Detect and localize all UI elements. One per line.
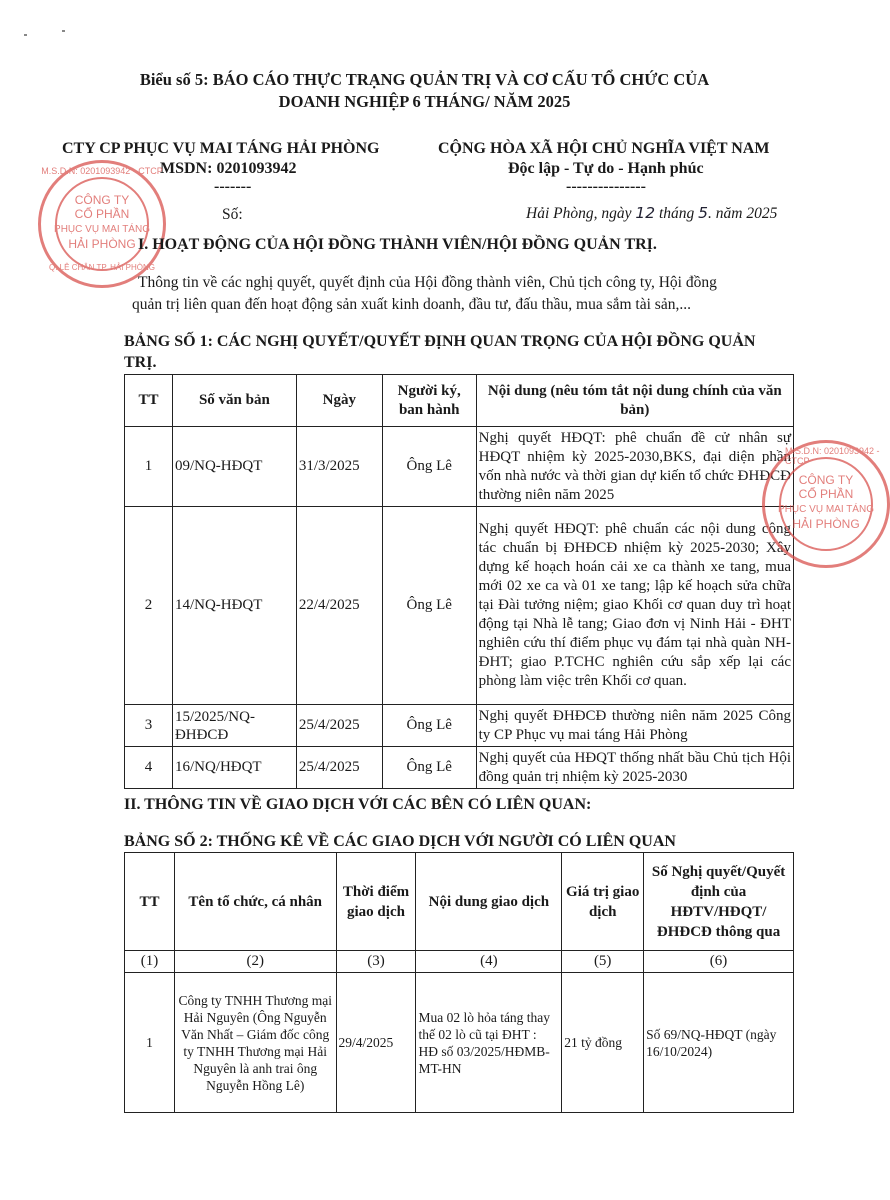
company-seal-partial <box>762 440 890 568</box>
cell-resolution: Số 69/NQ-HĐQT (ngày 16/10/2024) <box>644 973 794 1113</box>
col-number: (2) <box>174 951 336 973</box>
cell-content: Nghị quyết HĐQT: phê chuẩn đề cử nhân sự HĐQT nhiệm kỳ 2025-2030,BKS, đại diện phần vốn nhà nước và thời gian dự kiến tổ chức ĐHĐCĐ thường niên năm 2025 <box>476 427 793 507</box>
seal-ring-text: M.S.D.N: 0201093942 - CTCP <box>41 166 163 176</box>
table-header-row <box>125 375 794 427</box>
col-header-party: Tên tổ chức, cá nhân <box>174 853 336 951</box>
cell-party: Công ty TNHH Thương mại Hải Nguyên (Ông Nguyễn Văn Nhất – Giám đốc công ty TNHH Thương mại Hải Nguyên là anh trai ông Nguyễn Hồng Lê) <box>174 973 336 1113</box>
company-seal <box>38 160 166 288</box>
seal-line3: PHỤC VỤ MAI TÁNG <box>778 504 874 515</box>
cell-document-number: 15/2025/NQ-ĐHĐCĐ <box>172 705 296 747</box>
col-header-date: Ngày <box>296 375 382 427</box>
section1-paragraph-line2: quản trị liên quan đến hoạt động sản xuất kinh doanh, đầu tư, đấu thầu, mua sắm tài sản,... <box>132 296 691 313</box>
seal-line1: CÔNG TY <box>74 193 130 207</box>
national-motto: Độc lập - Tự do - Hạnh phúc <box>508 160 704 177</box>
seal-line1: CÔNG TY <box>798 473 854 487</box>
cell-document-number: 09/NQ-HĐQT <box>172 427 296 507</box>
col-header-content: Nội dung giao dịch <box>416 853 562 951</box>
col-header-tt: TT <box>125 853 175 951</box>
col-header-time: Thời điểm giao dịch <box>336 853 416 951</box>
table-row <box>125 507 794 705</box>
scan-mark <box>24 34 27 36</box>
section1-paragraph-line1: Thông tin về các nghị quyết, quyết định của Hội đồng thành viên, Chủ tịch công ty, Hội đồng <box>138 274 717 291</box>
scan-mark <box>62 30 65 32</box>
cell-content: Mua 02 lò hỏa táng thay thế 02 lò cũ tại ĐHT : HĐ số 03/2025/HĐMB-MT-HN <box>416 973 562 1113</box>
col-header-tt: TT <box>125 375 173 427</box>
seal-line2: CỔ PHẦN <box>74 207 130 221</box>
table-row <box>125 427 794 507</box>
date-day: 12 <box>635 204 656 222</box>
right-divider: --------------- <box>566 178 646 195</box>
cell-signer: Ông Lê <box>382 705 476 747</box>
cell-date: 22/4/2025 <box>296 507 382 705</box>
date-year: năm 2025 <box>715 205 778 222</box>
col-number: (5) <box>562 951 644 973</box>
issue-date: Hải Phòng, ngày 12 tháng 5. năm 2025 <box>526 204 778 222</box>
company-name: CTY CP PHỤC VỤ MAI TÁNG HẢI PHÒNG <box>62 140 380 157</box>
col-number: (4) <box>416 951 562 973</box>
table-row <box>125 747 794 789</box>
cell-tt: 4 <box>125 747 173 789</box>
col-header-content: Nội dung (nêu tóm tắt nội dung chính của văn bản) <box>476 375 793 427</box>
col-header-value: Giá trị giao dịch <box>562 853 644 951</box>
seal-line3: PHỤC VỤ MAI TÁNG <box>54 224 150 235</box>
seal-line4: HẢI PHÒNG <box>792 517 860 531</box>
cell-value: 21 tỷ đồng <box>562 973 644 1113</box>
col-header-document-number: Số văn bản <box>172 375 296 427</box>
cell-content: Nghị quyết ĐHĐCĐ thường niên năm 2025 Công ty CP Phục vụ mai táng Hải Phòng <box>476 705 793 747</box>
table1-caption-line1: BẢNG SỐ 1: CÁC NGHỊ QUYẾT/QUYẾT ĐỊNH QUAN TRỌNG CỦA HỘI ĐỒNG QUẢN <box>124 333 756 350</box>
col-number: (1) <box>125 951 175 973</box>
cell-content: Nghị quyết của HĐQT thống nhất bầu Chủ tịch Hội đồng quản trị nhiệm kỳ 2025-2030 <box>476 747 793 789</box>
section2-heading: II. THÔNG TIN VỀ GIAO DỊCH VỚI CÁC BÊN CÓ LIÊN QUAN: <box>124 796 592 813</box>
cell-tt: 3 <box>125 705 173 747</box>
cell-tt: 2 <box>125 507 173 705</box>
col-header-signer: Người ký, ban hành <box>382 375 476 427</box>
table2-caption: BẢNG SỐ 2: THỐNG KÊ VỀ CÁC GIAO DỊCH VỚI NGƯỜI CÓ LIÊN QUAN <box>124 833 676 850</box>
cell-tt: 1 <box>125 973 175 1113</box>
left-divider: ------- <box>214 178 252 195</box>
table-header-row <box>125 853 794 951</box>
table1-caption-line2: TRỊ. <box>124 354 157 371</box>
column-number-row <box>125 951 794 973</box>
tax-code: MSDN: 0201093942 <box>160 160 297 177</box>
cell-tt: 1 <box>125 427 173 507</box>
cell-document-number: 16/NQ/HĐQT <box>172 747 296 789</box>
cell-signer: Ông Lê <box>382 427 476 507</box>
col-number: (6) <box>644 951 794 973</box>
section1-heading: I. HOẠT ĐỘNG CỦA HỘI ĐỒNG THÀNH VIÊN/HỘI ĐỒNG QUẢN TRỊ. <box>138 236 657 253</box>
document-number-label: Số: <box>222 206 243 223</box>
cell-content: Nghị quyết HĐQT: phê chuẩn các nội dung công tác chuẩn bị ĐHĐCĐ nhiệm kỳ 2025-2030; Xây dựng kế hoạch hoán cải xe ca thành xe tang, mua mới 02 xe ca và 01 xe tang; lập kế hoạch sửa chữa tại Đài tưởng niệm; giao Khối cơ quan duy trì hoạt động tại Nhà lễ tang; Giao đơn vị Ninh Hải - ĐHT nghiên cứu thí điểm phục vụ đám tại nhà quàn NH-ĐHT; giao P.TCHC nghiên cứu sắp xếp lại các phòng làm việc trên Khối cơ quan. <box>476 507 793 705</box>
cell-date: 25/4/2025 <box>296 705 382 747</box>
seal-bottom-text: Q. LÊ CHÂN TP. HẢI PHÒNG <box>49 263 155 272</box>
date-place: Hải Phòng, ngày <box>526 205 632 222</box>
cell-document-number: 14/NQ-HĐQT <box>172 507 296 705</box>
seal-line4: HẢI PHÒNG <box>68 237 136 251</box>
date-month: 5 <box>698 204 709 222</box>
cell-signer: Ông Lê <box>382 747 476 789</box>
col-header-resolution: Số Nghị quyết/Quyết định của HĐTV/HĐQT/ ĐHĐCĐ thông qua <box>644 853 794 951</box>
cell-time: 29/4/2025 <box>336 973 416 1113</box>
resolutions-table <box>124 374 794 789</box>
seal-line2: CỔ PHẦN <box>798 487 854 501</box>
republic-title: CỘNG HÒA XÃ HỘI CHỦ NGHĨA VIỆT NAM <box>438 140 770 157</box>
cell-date: 25/4/2025 <box>296 747 382 789</box>
report-title-line2: DOANH NGHIỆP 6 THÁNG/ NĂM 2025 <box>278 92 571 111</box>
col-number: (3) <box>336 951 416 973</box>
seal-ring-text: M.S.D.N: 0201093942 - CTCP <box>785 446 880 466</box>
related-transactions-table <box>124 852 794 1113</box>
table-row <box>125 973 794 1113</box>
cell-signer: Ông Lê <box>382 507 476 705</box>
date-month-label: tháng <box>658 205 695 222</box>
table-row <box>125 705 794 747</box>
report-title-line1: Biểu số 5: BÁO CÁO THỰC TRẠNG QUẢN TRỊ VÀ CƠ CẤU TỔ CHỨC CỦA <box>139 70 710 89</box>
cell-date: 31/3/2025 <box>296 427 382 507</box>
